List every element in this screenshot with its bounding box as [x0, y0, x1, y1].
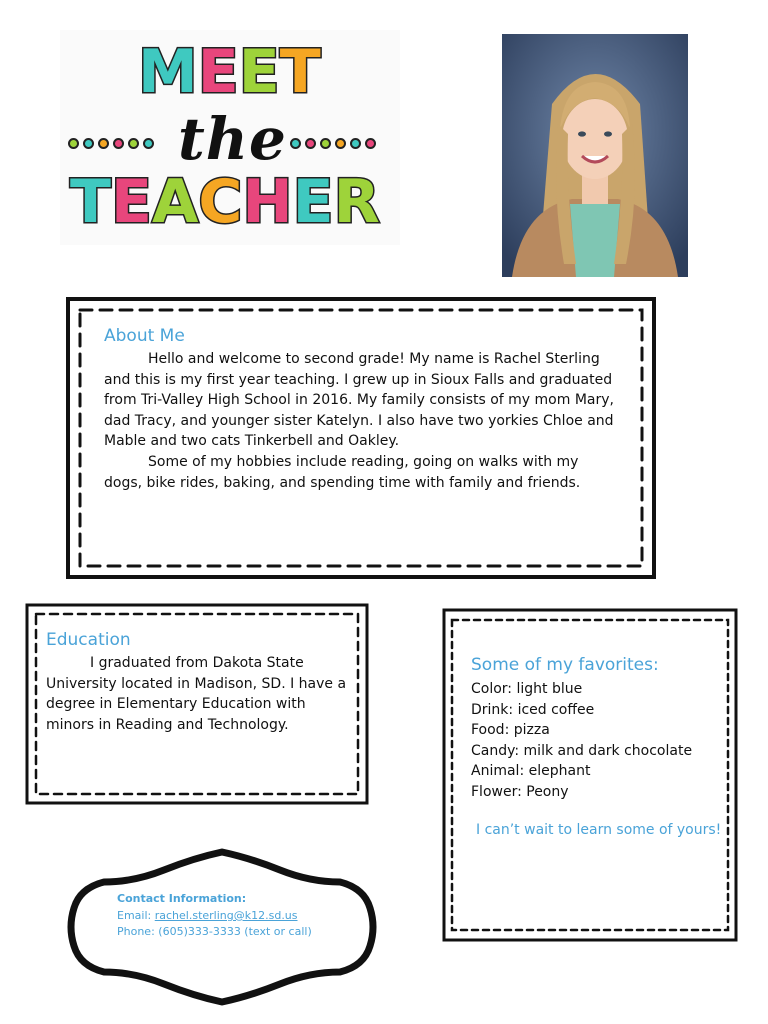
right-dots-decoration — [290, 138, 376, 149]
title-the: the — [178, 105, 287, 173]
favorites-closing: I can’t wait to learn some of yours! — [476, 822, 722, 838]
favorite-item: Animal: elephant — [471, 763, 591, 780]
favorite-item: Color: light blue — [471, 681, 583, 697]
favorite-item: Drink: iced coffee — [471, 701, 595, 718]
title-teacher: T E A C H E R — [70, 167, 380, 237]
about-me-heading: About Me — [104, 326, 185, 346]
favorite-item: Food: pizza — [471, 722, 550, 739]
favorites-heading: Some of my favorites: — [471, 655, 659, 675]
contact-heading: Contact Information: — [117, 892, 247, 905]
contact-email-link[interactable]: rachel.sterling@k12.sd.us — [154, 909, 298, 922]
favorite-item: Candy: milk and dark chocolate — [471, 742, 693, 759]
meet-the-teacher-title — [60, 30, 400, 245]
about-me-box — [62, 292, 660, 584]
about-paragraph-2: Some of my hobbies include reading, going on walks with my dogs, bike rides, baking, and spending time with family and friends. — [104, 453, 581, 491]
education-paragraph: I graduated from Dakota State University located in Madison, SD. I have a degree in Elementary Education with minors in Reading and Technology. — [46, 655, 347, 733]
contact-email-line: Email: rachel.sterling@k12.sd.us — [117, 909, 298, 922]
left-dots-decoration — [68, 138, 154, 149]
favorites-box — [440, 606, 740, 944]
education-box — [22, 600, 372, 808]
contact-box — [64, 848, 380, 1006]
teacher-photo — [502, 34, 688, 277]
about-paragraph-1: Hello and welcome to second grade! My name is Rachel Sterling and this is my first year teaching. I grew up in Sioux Falls and graduated from Tri-Valley High School in 2016. My family consists of my mom Mary, dad Tracy, and younger sister Katelyn. I also have two yorkies Chloe and Mable and two cats Tinkerbell and Oakley. — [104, 351, 614, 450]
contact-phone: Phone: (605)333-3333 (text or call) — [117, 925, 312, 938]
favorite-item: Flower: Peony — [471, 783, 569, 800]
education-heading: Education — [46, 630, 131, 650]
title-meet: M E E T — [138, 37, 321, 107]
